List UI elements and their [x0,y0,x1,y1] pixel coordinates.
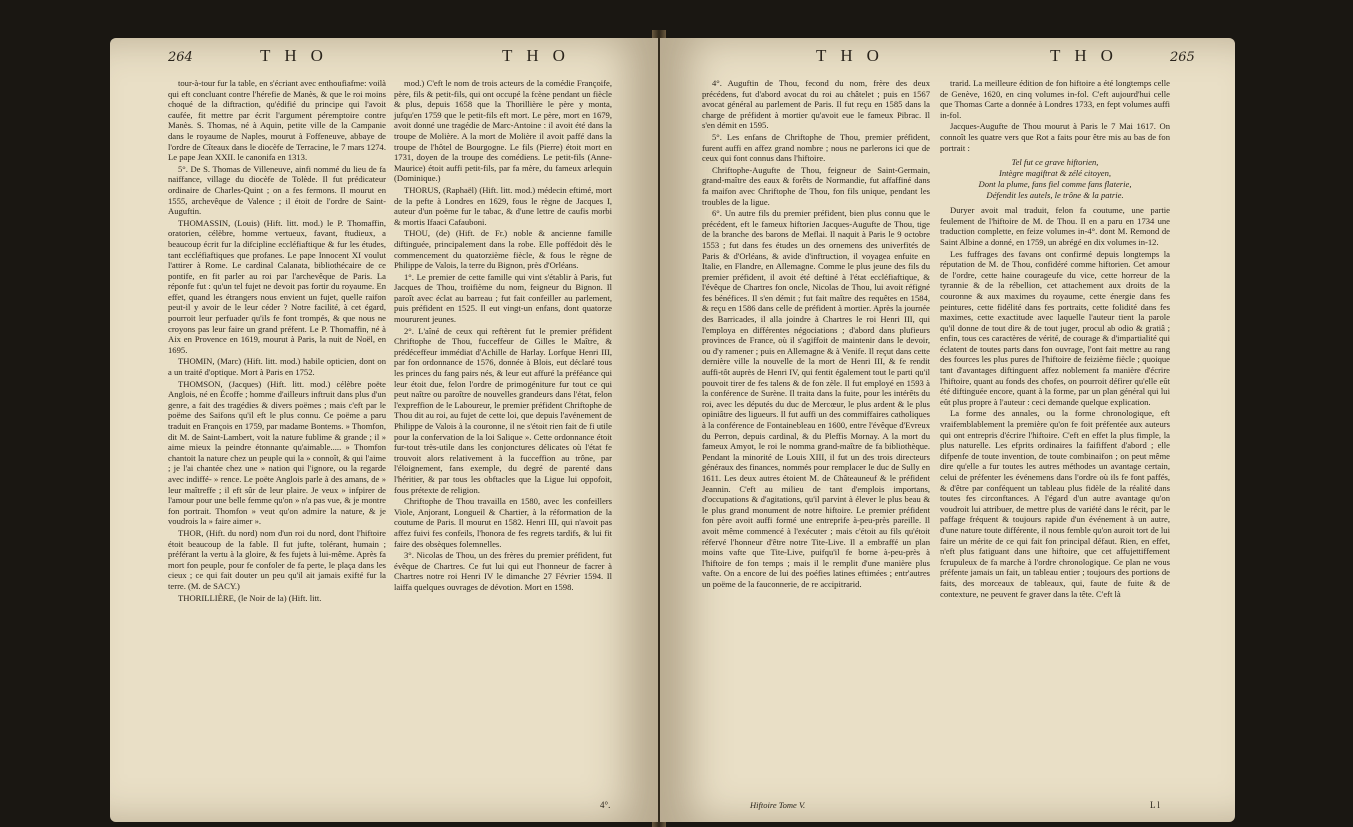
entry-paragraph: Les fuffrages des favans ont confirmé depuis longtemps la réputation de M. de Thou, confidéré comme hiftorien. Cet amour de l'ordre, cette haine courageufe du vice, cette horreur de la tyrannie & de la rébellion, cet attachement aux droits de la couronne & aux maximes du royaume, cette énergie dans fes peintures, cette fidélité dans fes portraits, cette folidité dans fes maximes, cette exactitude avec laquelle l'auteur tient la parole qu'il donne de tout dire & de tout juger, procul ab odio & gratiâ ; enfin, tous ces caractères de vérité, de courage & d'impartialité qui éclatent de toutes parts dans fon ouvrage, l'ont fait mettre au rang des fources les plus pures de l'hiftoire de feizième fiècle ; quoique tant d'avantages diftinguent affez noblement fa manière d'écrire l'hiftoire, quant au fonds des chofes, on pourroit défirer qu'elle eût été diftinguée encore, quant à la forme, par un plan général qui lui eût plus propre à l'auteur : ceci demande quelque explication. [940,248,1170,407]
right-page [660,38,1235,822]
entry-paragraph: tour-à-tour fur la table, en s'écriant avec enthoufiafme: voilà qui eft concluant contre l'hérefie de Manès, & que le roi moins choqué de la diftraction, qu'édifié du principe qui l'avoit caufée, fit mettre par écrit l'argument péremptoire contre Manès. S. Thomas, né à Aquin, petite ville de la Campanie dans le royaume de Naples, mourut à Foffeneuve, abbaye de l'ordre de Cîteaux dans le diocèfe de Terracine, le 7 mars 1274. Le pape Jean XXII. le canonifa en 1313. [168,78,386,163]
entry-paragraph: trarid. La meilleure édition de fon hiftoire a été longtemps celle de Genève, 1620, en cinq volumes in-fol. C'eft aujourd'hui celle que Thomas Carte a donnée à Londres 1733, en fept volumes auffi in-fol. [940,78,1170,120]
portrait-verse [940,157,1170,201]
entry-paragraph: Duryer avoit mal traduit, felon fa coutume, une partie feulement de l'hiftoire de M. de Thou. Il en a paru en 1734 une traduction complette, en feize volumes in-4°. dont M. Remond de Saint Albine a donné, en 1759, un abrégé en dix volumes in-12. [940,205,1170,247]
entry-paragraph: 6°. Un autre fils du premier préfident, bien plus connu que le précédent, eft le fameux hiftorien Jacques-Augufte de Thou, tige de la branche des barons de Meflai. Il naquit à Paris le 9 octobre 1553 ; fut dans fes études un des ornemens des univerfités de Paris & d'Orléans, & avide d'inftruction, il voyagea enfuite en Italie, en Flandre, en Allemagne. Comme le plus jeune des fils du premier préfident, il avoit été deftiné à l'état eccléfiaftique, & l'évêque de Chartres fon oncle, Nicolas de Thou, lui avoit réfigné fes bénéfices. Il s'en démit ; fut fait maître des requêtes en 1584, & reçu en 1586 dans celle de préfident à mortier. Après la journée des Barricades, il alla joindre à Chartres le roi Henri III, qui l'employa en différentes négociations ; d'abord dans plufieurs provinces de France, où il s'agiffoit de maintenir dans le devoir, ou d'y ramener ; puis en Allemagne & à Venife. Il reçut dans cette dernière ville la nouvelle de la mort de Henri III, & fe rendit auffi-tôt auprès de Henri IV, qui fentit également tout le parti qu'il pouvoit tirer de fes talens & de fon zèle. Il fut employé en 1593 à la conférence de Surène. Il traita dans la fuite, pour les intérêts du roi, avec les députés du duc de Mercœur, le plus ardent & le plus opiniâtre des ligueurs. Il fut auffi un des commiffaires catholiques à la conférence de Fontainebleau en 1600, entre l'évêque d'Evreux du Perron, depuis cardinal, & du Pleffis Mornay. A la mort du fameux Amyot, le roi le nomma grand-maître de fa bibliothèque. Pendant la minorité de Louis XIII, il fut un des trois directeurs généraux des finances, nommés pour remplacer le duc de Sully en 1611. Les deux autres étoient M. de Châteauneuf & le préfident Jeannin. C'eft au milieu de tant d'emplois importans, d'occupations & d'agitations, qu'il parvint à élever le plus beau & le plus grand monument de notre hiftoire. Le premier préfident fon père avoit auffi formé une entreprife à-peu-près pareille. Il avoit même commencé à l'exécuter ; mais c'étoit au fils qu'étoit réfervé l'honneur d'être notre Tite-Live. Il a embraffé un plan moins vafte que Tite-Live, puifqu'il fe borne à-peu-près à l'hiftoire de fon temps ; mais il le remplit d'une manière plus vafte. On a encore de lui des poéfies latines eftimées ; entr'autres un poëme de la fauconnerie, de re accipitrarid. [702,208,930,589]
right-column-1 [702,78,930,591]
entry-paragraph: THOU, (de) (Hift. de Fr.) noble & ancienne famille diftinguée, principalement dans la robe. Elle poffédoit dès le commencement du quatorzième fiècle, & fous le règne de Philippe de Valois, la terre du Bignon, près d'Orléans. [394,228,612,271]
left-column-2 [394,78,612,594]
entry-paragraph: mod.) C'eft le nom de trois acteurs de la comédie Françoife, père, fils & petit-fils, qui ont occupé la fcène pendant un fiècle & plus, depuis 1658 que la Thorillière le père y monta, jufqu'en 1759 que le petit-fils eft mort. Le père, mort en 1679, avoit donné une tragédie de Marc-Antoine : il avoit été dans la troupe de Molière. A la mort de Molière il avoit paffé dans la troupe de l'hôtel de Bourgogne. Le fils (Pierre) étoit mort en 1731, doyen de la troupe des comédiens. Le petit-fils (Anne-Maurice) étoit auffi petit-fils, par fa mère, du fameux arlequin (Dominique.) [394,78,612,184]
left-column-1 [168,78,386,604]
verse-line: Intègre magiftrat & zélé citoyen, [998,168,1112,179]
entry-paragraph: THOR, (Hift. du nord) nom d'un roi du nord, dont l'hiftoire étoit beaucoup de la fable. Il fut jufte, tolérant, humain ; préférant la vertu à la gloire, & fes fujets à lui-même. Après fa mort fon peuple, pour fe confoler de fa perte, le plaça dans les cieux ; ce qui fait douter un peu qu'il ait jamais exifté fur la terre. (M. de SACY.) [168,527,386,591]
entry-paragraph: THORUS, (Raphaël) (Hift. litt. mod.) médecin eftimé, mort de la pefte à Londres en 1629, fous le règne de Jacques I, auteur d'un poëme fur le tabac, & d'une lettre de caufis morbi & mortis Ifaaci Cafauboni. [394,184,612,227]
entry-paragraph: La forme des annales, ou la forme chronologique, eft vraifemblablement la première qu'on fe foit préfentée aux auteurs qui ont entrepris d'écrire l'hiftoire. C'eft en effet la plus fimple, la plus naturelle. Les efprits ordinaires la faififfent d'abord ; elle difpenfe de toute invention, de toute combinaifon ; on peut même dire qu'elle a fur toutes les autres méthodes un avantage certain, celui de préfenter les événemens dans l'ordre où ils fe font paffés, & d'être par conféquent un tableau plus fidèle de la réalité dans toutes fes circonftances. A l'égard d'un autre avantage qu'on voudroit lui attribuer, de mettre plus de variété dans le récit, par le paffage fréquent & toujours rapide d'un événement à un autre, d'une nature toute différente, il nous femble qu'on auroit tort de lui faire un mérite de ce qui fait fon principal défaut. Rien, en effet, n'eft plus fatiguant dans une hiftoire, que cet affujettiffement fcrupuleux de fa marche à l'ordre chronologique. Ce plan ne vous préfente jamais un fait, un tableau entier ; toujours des portions de faits, des morceaux de tableaux, qui, faute de fuite & de contexture, ne peuvent fe graver dans la tête. C'eft là [940,408,1170,599]
entry-paragraph: 3°. Nicolas de Thou, un des frères du premier préfident, fut évêque de Chartres. Ce fut lui qui eut l'honneur de facrer à Chartres notre roi Henri IV le dimanche 27 Février 1594. Il laiffa quelques ouvrages de dévotion. Mort en 1598. [394,550,612,592]
signature-mark: L l [1150,800,1160,810]
right-column-2 [940,78,1170,600]
entry-paragraph: THOMSON, (Jacques) (Hift. litt. mod.) célèbre poëte Anglois, né en Écoffe ; homme d'ailleurs inftruit dans plus d'un genre, a fait des tragédies & divers poëmes ; mais c'eft par le poëme des Saifons qu'il eft le plus connu. Ce poëme a paru traduit en François en 1759, par madame Bontems. » Thomfon, dit M. de Saint-Lambert, voit la nature fublime & grande ; il » aime mieux la peindre étonnante qu'aimable..... » Thomfon chantoit la nature chez un peuple qui la » connoît, & qui l'aime ; je l'ai chantée chez une » nation qui l'ignore, ou la regarde avec indiffé- » rence. Le poëte Anglois parle à des amans, de » leur maîtreffe ; il eft sûr de leur plaire. Je veux » infpirer de l'amour pour une belle femme qu'on » n'a pas vue, & je montre fon portrait. Thomfon » veut qu'on admire la nature, & je voudrois la » faire aimer ». [168,378,386,527]
catchword: 4°. [600,800,611,810]
verse-line: Tel fut ce grave hiftorien, [1011,157,1099,168]
volume-footer: Hiftoire Tome V. [750,800,806,810]
entry-paragraph: THOMIN, (Marc) (Hift. litt. mod.) habile opticien, dont on a un traité d'optique. Mort à Paris en 1752. [168,356,386,378]
right-header-right: THO [1050,46,1127,65]
left-header-left: THO [260,46,337,65]
entry-paragraph: Chriftophe-Augufte de Thou, feigneur de Saint-Germain, grand-maître des eaux & forêts de Normandie, fut affaffiné dans fa maifon avec Chriftophe de Thou, fon fils unique, pendant les troubles de la ligue. [702,164,930,207]
right-page-number: 265 [1170,50,1195,65]
entry-paragraph: 5°. De S. Thomas de Villeneuve, ainfi nommé du lieu de fa naiffance, village du diocèfe de Tolède. Il fut prédicateur ordinaire de Charles-Quint ; on a fes fermons. Il mourut en 1555, archevêque de Valence ; il étoit de l'ordre de Saint-Auguftin. [168,163,386,217]
entry-paragraph: Jacques-Augufte de Thou mourut à Paris le 7 Mai 1617. On connoît les quatre vers que Rot a faits pour être mis au bas de fon portrait : [940,121,1170,153]
verse-line: Dont la plume, fans fiel comme fans flaterie, [978,179,1132,190]
entry-paragraph: THORILLIÈRE, (le Noir de la) (Hift. litt. [178,592,322,603]
left-header-right: THO [502,46,579,65]
entry-paragraph: THOMASSIN, (Louis) (Hift. litt. mod.) le P. Thomaffin, oratorien, célèbre, homme vertueux, favant, ftudieux, a beaucoup écrit fur la difcipline eccléfiaftique & fur les études, tant eccléfiaftiques que profanes. Le pape Innocent XI voulut l'attirer à Rome. Le cardinal Calanata, bibliothécaire de ce pontife, en fit parler au roi par l'archevêque de Paris. La réponfe fut : qu'un tel fujet ne devoit pas fortir du royaume. En effet, quand les étrangers nous envient un fujet, quelle raifon peut-il y avoir de le leur céder ? Notre facilité, à cet égard, pourroit leur perfuader qu'ils fe font trompés, & que nous ne croyons pas leur faire un grand préfent. Le P. Thomaffin, né à Aix en Provence en 1619, mourut à Paris, la nuit de Noël, en 1695. [168,217,386,355]
verse-line: Défendit les autels, le trône & la patrie. [986,190,1124,201]
entry-paragraph: 2°. L'aîné de ceux qui reftèrent fut le premier préfident Chriftophe de Thou, fucceffeur de Gilles le Maître, & prédéceffeur immédiat d'Achille de Harlay. Lorfque Henri III, par fon ordonnance de 1576, donnée à Blois, eut déclaré tous les princes du fang pairs nés, & leur eut affuré la préféance qui leur étoit due, felon l'ordre de primogéniture fur tout ce qui peut naître ou paroître de nouvelles grandeurs dans l'état, felon l'expreffion de le Laboureur, le premier préfident Chriftophe de Thou dit au roi, au fujet de cette loi, que depuis l'avénement de Philippe de Valois à la couronne, il ne s'étoit rien fait de fi utile pour la confervation de la loi Salique ». Cette ordonnance étoit fur-tout très-utile dans les conjonctures délicates où l'état fe trouvoit alors relativement à la fucceffion au trône, par l'éloignement, fans exemple, du degré de parenté dans l'héritier, & par tous les obftacles que la Ligue lui oppofoit, fous prétexte de religion. [394,325,612,495]
left-page-number: 264 [168,50,193,65]
entry-paragraph: Chriftophe de Thou travailla en 1580, avec les confeillers Viole, Anjorant, Longueil & Chartier, à la réformation de la coutume de Paris. Il mourut en 1582. Henri III, qui n'avoit pas affez fuivi fes confeils, l'honora de fes regrets tardifs, & lui fit faire des obsèques folemnelles. [394,496,612,549]
entry-paragraph: 1°. Le premier de cette famille qui vint s'établir à Paris, fut Jacques de Thou, troifième du nom, feigneur du Bignon. Il paroît avec éclat au barreau ; fut fait confeiller au parlement, puis préfident en 1525. Il eut vingt-un enfans, dont quatorze moururent jeunes. [394,271,612,325]
left-page [110,38,658,822]
entry-paragraph: 5°. Les enfans de Chriftophe de Thou, premier préfident, furent auffi en affez grand nombre ; nous ne parlerons ici que de ceux qui font connus dans l'hiftoire. [702,131,930,164]
entry-paragraph: 4°. Auguftin de Thou, fecond du nom, frère des deux précédens, fut d'abord avocat du roi au châtelet ; puis en 1567 avocat général au parlement de Paris. Il fut reçu en 1585 dans la charge de préfident à mortier qu'avoit eue le fameux Pibrac. Il s'en démit en 1595. [702,78,930,131]
right-header-left: THO [816,46,893,65]
